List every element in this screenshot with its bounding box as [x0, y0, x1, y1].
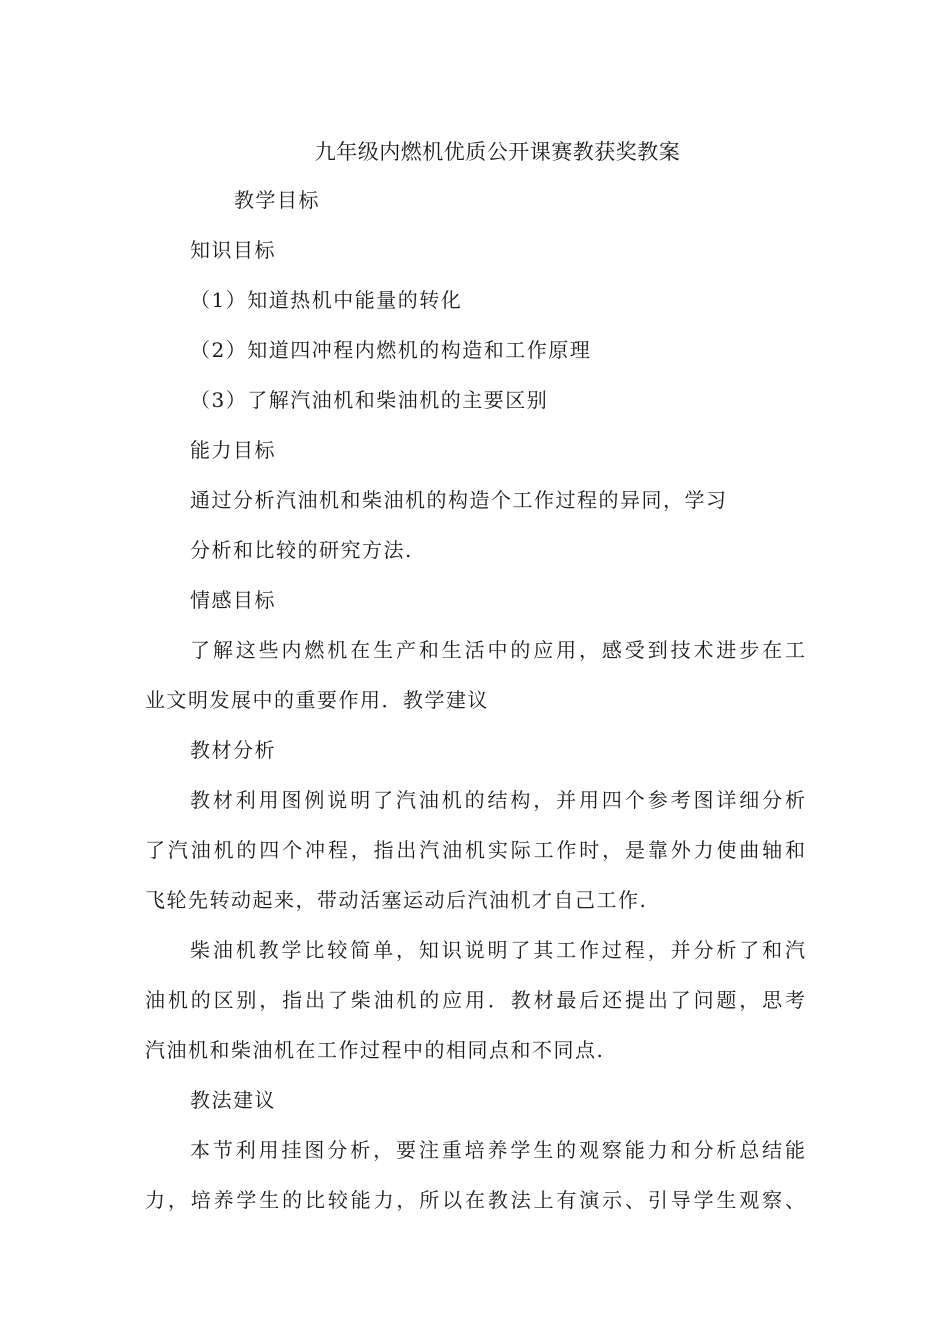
material-text-line: 油机的区别，指出了柴油机的应用．教材最后还提出了问题，思考: [145, 988, 805, 1012]
document-title: 九年级内燃机优质公开课赛教获奖教案: [314, 140, 681, 164]
material-text-line: 柴油机教学比较简单，知识说明了其工作过程，并分析了和汽: [190, 938, 805, 962]
ability-text-line: 通过分析汽油机和柴油机的构造个工作过程的异同，学习: [190, 488, 728, 512]
heading-teaching-goals: 教学目标: [234, 188, 320, 212]
material-text-line: 汽油机和柴油机在工作过程中的相同点和不同点.: [145, 1038, 605, 1062]
knowledge-item: （2）知道四冲程内燃机的构造和工作原理: [190, 338, 592, 362]
material-text-line: 教材利用图例说明了汽油机的结构，并用四个参考图详细分析: [190, 788, 805, 812]
emotion-text-line: 业文明发展中的重要作用．教学建议: [145, 688, 489, 712]
material-text-line: 飞轮先转动起来，带动活塞运动后汽油机才自己工作.: [145, 888, 648, 912]
heading-material-analysis: 教材分析: [190, 738, 276, 762]
method-text-line: 力，培养学生的比较能力，所以在教法上有演示、引导学生观察、: [145, 1188, 805, 1212]
heading-ability-goals: 能力目标: [190, 438, 276, 462]
method-text-line: 本节利用挂图分析，要注重培养学生的观察能力和分析总结能: [190, 1138, 805, 1162]
ability-text-line: 分析和比较的研究方法.: [190, 538, 413, 562]
material-text-line: 了汽油机的四个冲程，指出汽油机实际工作时，是靠外力使曲轴和: [145, 838, 805, 862]
heading-emotion-goals: 情感目标: [190, 588, 276, 612]
heading-knowledge-goals: 知识目标: [190, 238, 276, 262]
knowledge-item: （1）知道热机中能量的转化: [190, 288, 463, 312]
knowledge-item: （3）了解汽油机和柴油机的主要区别: [190, 388, 549, 412]
heading-teaching-method: 教法建议: [190, 1088, 276, 1112]
emotion-text-line: 了解这些内燃机在生产和生活中的应用，感受到技术进步在工: [190, 638, 805, 662]
